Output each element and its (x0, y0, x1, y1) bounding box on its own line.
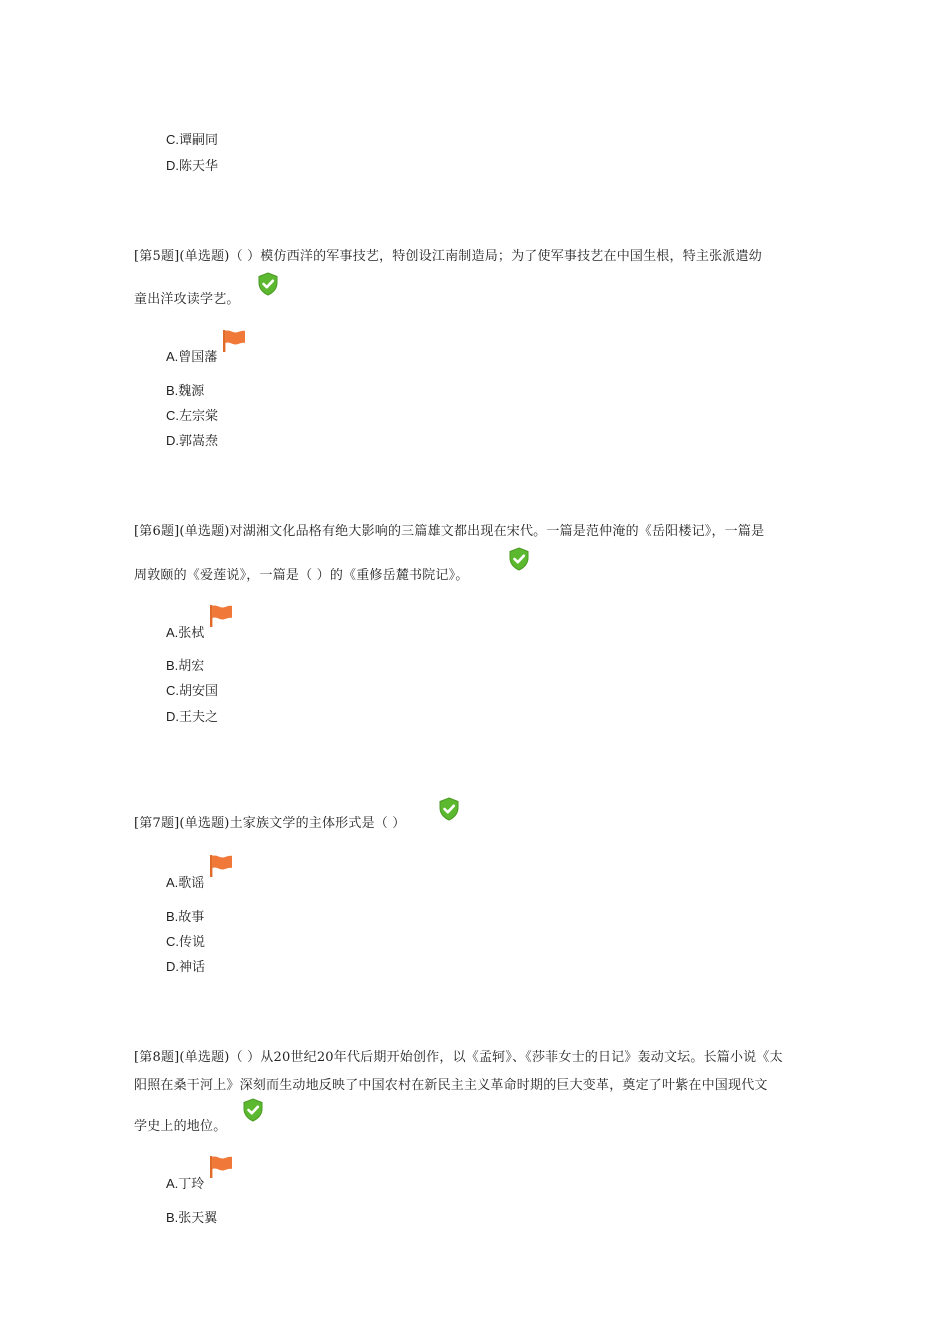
option-letter: C. (166, 132, 179, 147)
option-letter: B. (166, 383, 179, 398)
selected-flag-icon (208, 1154, 234, 1180)
option-letter: A. (166, 1176, 179, 1191)
q6-stem-line1 (134, 520, 764, 539)
option-letter: C. (166, 683, 179, 698)
option-text: 郭嵩焘 (179, 434, 219, 449)
option-text: 胡宏 (178, 659, 205, 674)
q7-stem-line1 (134, 812, 406, 831)
q5-option-d (166, 430, 218, 449)
q6-option-d (166, 706, 218, 725)
option-letter: D. (166, 709, 179, 724)
correct-check-icon (507, 547, 531, 571)
option-text: 左宗棠 (179, 409, 219, 424)
option-text: 神话 (179, 960, 206, 975)
correct-check-icon (437, 797, 461, 821)
correct-check-icon (241, 1098, 265, 1122)
question-number: [第6题](单选题) (134, 524, 230, 539)
option-text: 胡安国 (179, 684, 219, 699)
q8-stem-line1 (134, 1046, 783, 1065)
option-letter: C. (166, 934, 179, 949)
option-text: 张栻 (178, 626, 205, 641)
option-letter: D. (166, 158, 179, 173)
option-letter: B. (166, 909, 179, 924)
option-letter: D. (166, 959, 179, 974)
q8-option-b (166, 1207, 217, 1226)
option-text: 丁玲 (178, 1177, 205, 1192)
correct-check-icon (256, 272, 280, 296)
q5-stem-line2: 童出洋攻读学艺。 (134, 292, 240, 307)
question-text: 对湖湘文化品格有绝大影响的三篇雄文都出现在宋代。一篇是范仲淹的《岳阳楼记》，一篇是 (229, 524, 765, 539)
question-number: [第5题](单选题) (134, 249, 230, 264)
q7-option-c (166, 931, 205, 950)
q5-option-a (166, 346, 217, 365)
option-text: 张天翼 (178, 1211, 218, 1226)
question-number: [第8题](单选题) (134, 1050, 230, 1065)
option-letter: A. (166, 875, 179, 890)
question-number: [第7题](单选题) (134, 816, 230, 831)
option-letter: C. (166, 408, 179, 423)
q6-stem-line2: 周敦颐的《爱莲说》，一篇是（ ）的《重修岳麓书院记》。 (134, 568, 469, 583)
option-letter: D. (166, 433, 179, 448)
q5-option-b (166, 380, 204, 399)
selected-flag-icon (208, 603, 234, 629)
q6-option-b (166, 655, 204, 674)
q5-stem-line1 (134, 245, 762, 264)
q7-option-b (166, 906, 204, 925)
option-text: 陈天华 (179, 159, 219, 174)
option-text: 故事 (178, 910, 205, 925)
selected-flag-icon (221, 328, 247, 354)
option-letter: B. (166, 658, 179, 673)
option-text: 谭嗣同 (179, 133, 219, 148)
option-letter: A. (166, 349, 179, 364)
q7-option-d (166, 956, 205, 975)
q4-option-c (166, 129, 218, 148)
q4-option-d (166, 155, 218, 174)
q7-option-a (166, 872, 204, 891)
option-letter: B. (166, 1210, 179, 1225)
q8-stem-line2: 阳照在桑干河上》深刻而生动地反映了中国农村在新民主主义革命时期的巨大变革，奠定了叶紫在中国现代文 (134, 1078, 768, 1093)
option-letter: A. (166, 625, 179, 640)
q6-option-c (166, 680, 218, 699)
question-text: （ ）从20世纪20年代后期开始创作，以《孟轲》、《莎菲女士的日记》轰动文坛。长篇小说《太 (229, 1050, 783, 1065)
option-text: 歌谣 (178, 876, 205, 891)
option-text: 王夫之 (179, 710, 219, 725)
question-text: 土家族文学的主体形式是（ ） (229, 816, 406, 831)
question-text: （ ）模仿西洋的军事技艺，特创设江南制造局；为了使军事技艺在中国生根，特主张派遣幼 (229, 249, 762, 264)
q8-stem-line3: 学史上的地位。 (134, 1119, 227, 1134)
option-text: 传说 (179, 935, 206, 950)
q6-option-a (166, 622, 204, 641)
option-text: 魏源 (178, 384, 205, 399)
q5-option-c (166, 405, 218, 424)
selected-flag-icon (208, 853, 234, 879)
option-text: 曾国藩 (178, 350, 218, 365)
q8-option-a (166, 1173, 204, 1192)
